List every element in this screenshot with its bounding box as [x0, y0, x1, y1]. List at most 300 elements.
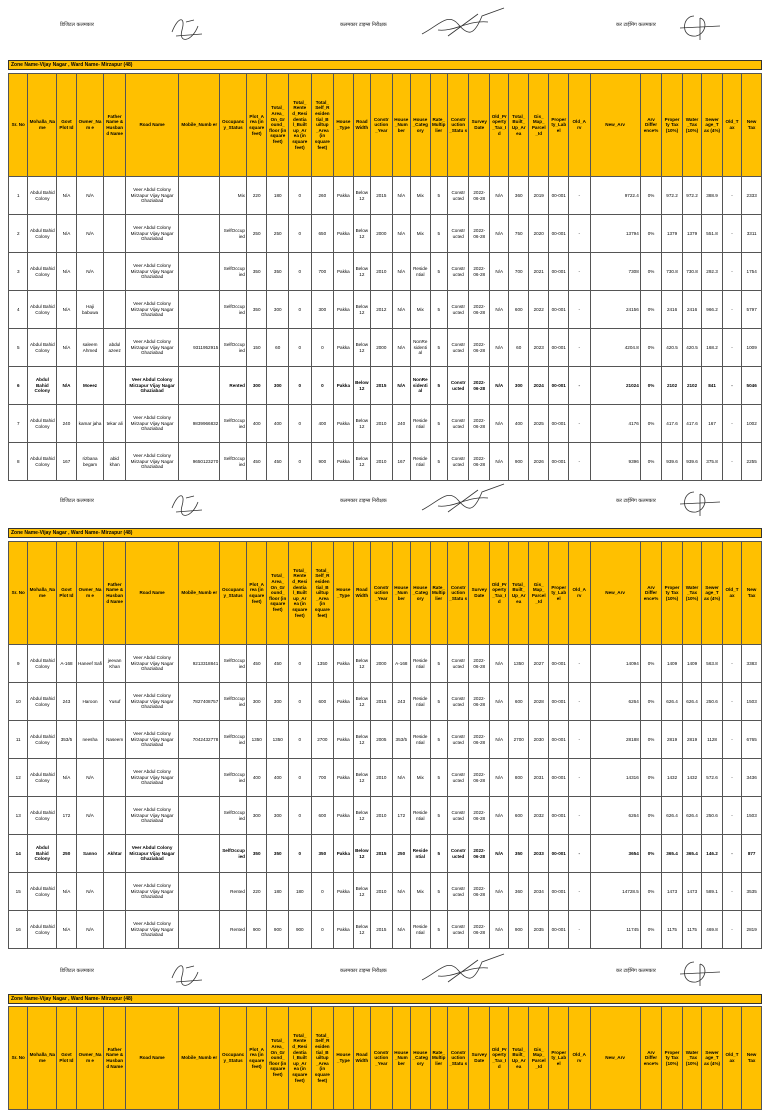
table-cell: 167: [702, 405, 723, 443]
table-cell: 0: [311, 367, 334, 405]
table-cell: 2010: [371, 253, 393, 291]
column-header: Total_ Area_ On_Gr ound_ floor (in square feet): [267, 542, 289, 645]
table-cell: 10: [9, 683, 28, 721]
table-cell: [104, 873, 126, 911]
table-cell: 0: [289, 253, 312, 291]
table-cell: Constr ucted: [447, 215, 469, 253]
table-cell: 750: [509, 215, 528, 253]
table-cell: 6264: [590, 683, 640, 721]
table-cell: 2022-06-28: [469, 291, 490, 329]
table-cell: -: [722, 443, 741, 481]
page-section-2: [0, 468, 768, 938]
table-cell: -: [568, 873, 590, 911]
property-table-2: [8, 541, 762, 949]
table-cell: 1350: [311, 645, 334, 683]
table-cell: 5: [430, 721, 447, 759]
table-cell: N/A: [76, 177, 104, 215]
table-cell: 0%: [640, 405, 662, 443]
table-cell: Below 12: [353, 367, 370, 405]
table-cell: 939.6: [682, 443, 701, 481]
column-header: Owner_Nam e: [76, 542, 104, 645]
table-cell: 9: [9, 645, 28, 683]
column-header: Road Width: [353, 542, 370, 645]
table-cell: 11: [9, 721, 28, 759]
table-cell: 220: [246, 873, 267, 911]
column-header: Proper ty_Lab el: [549, 542, 568, 645]
table-cell: 250.6: [702, 683, 723, 721]
table-cell: N/A: [490, 367, 509, 405]
column-header: Water _Tax (10%): [682, 1007, 701, 1110]
table-cell: 350: [246, 253, 267, 291]
table-cell: Abdul Bahid Colony: [28, 443, 57, 481]
table-cell: Abdul Bahid Colony: [28, 367, 57, 405]
table-cell: N/A: [490, 645, 509, 683]
table-cell: 11745: [590, 911, 640, 949]
table-cell: 2033: [528, 835, 549, 873]
table-cell: 1175: [682, 911, 701, 949]
table-cell: 3: [9, 253, 28, 291]
table-cell: 2333: [742, 177, 762, 215]
table-cell: 180: [267, 873, 289, 911]
table-cell: Below 12: [353, 645, 370, 683]
table-cell: Below 12: [353, 759, 370, 797]
column-header: Water _Tax (10%): [682, 542, 701, 645]
table-cell: 730.8: [662, 253, 683, 291]
table-cell: A-168: [57, 645, 76, 683]
table-cell: 9839966832: [179, 405, 220, 443]
table-cell: [179, 291, 220, 329]
table-cell: Abdul Bahid Colony: [28, 911, 57, 949]
table-cell: Reside ntial: [411, 721, 430, 759]
column-header: House _Categ ory: [411, 74, 430, 177]
column-header: Road Name: [125, 74, 178, 177]
column-header: Mohalla_Na me: [28, 74, 57, 177]
table-cell: Below 12: [353, 215, 370, 253]
table-cell: 877: [742, 835, 762, 873]
column-header: Rate_ Multip lier: [430, 542, 447, 645]
table-cell: 00-001: [549, 721, 568, 759]
table-cell: N/A: [392, 911, 410, 949]
table-cell: 260: [311, 177, 334, 215]
table-cell: Pakka: [334, 443, 353, 481]
table-cell: 2032: [528, 797, 549, 835]
table-cell: Veer Abdul Colony Mirzapur Vijay Nagar Ghaziabad: [125, 253, 178, 291]
column-header: Old_Pr operty _Tax_I d: [490, 542, 509, 645]
table-cell: 900: [246, 911, 267, 949]
table-cell: [179, 215, 220, 253]
column-header: Sewer age_T ax (4%): [702, 74, 723, 177]
table-cell: NonRe sidenti al: [411, 329, 430, 367]
table-cell: Haroon: [76, 683, 104, 721]
table-cell: 3383: [742, 645, 762, 683]
table-cell: 2022-06-28: [469, 911, 490, 949]
table-cell: 417.6: [662, 405, 683, 443]
table-cell: N/A: [76, 253, 104, 291]
table-cell: 220: [246, 177, 267, 215]
table-cell: -: [722, 721, 741, 759]
table-cell: 0: [311, 873, 334, 911]
table-cell: 1379: [682, 215, 701, 253]
table-cell: 250: [392, 835, 410, 873]
table-cell: N/A: [392, 329, 410, 367]
table-cell: 400: [267, 405, 289, 443]
column-header: New_Arv: [590, 1007, 640, 1110]
table-cell: 2015: [371, 367, 393, 405]
table-cell: SelfOccup ied: [220, 443, 247, 481]
table-cell: 60: [267, 329, 289, 367]
table-cell: 2022-06-28: [469, 797, 490, 835]
table-cell: 9650123270: [179, 443, 220, 481]
table-cell: 8: [9, 443, 28, 481]
table-cell: 2255: [742, 443, 762, 481]
column-header: Survey Date: [469, 74, 490, 177]
table-cell: 1503: [742, 797, 762, 835]
column-header: Mohalla_Na me: [28, 1007, 57, 1110]
column-header: Father Name & Husban d Name: [104, 1007, 126, 1110]
table-cell: -: [722, 645, 741, 683]
table-cell: 2034: [528, 873, 549, 911]
table-cell: 243: [392, 683, 410, 721]
table-cell: 0: [289, 177, 312, 215]
table-cell: Rented: [220, 367, 247, 405]
table-cell: N/A: [490, 291, 509, 329]
table-cell: 0%: [640, 683, 662, 721]
column-header: Total_ Area_ On_Gr ound_ floor (in square feet): [267, 74, 289, 177]
column-header: House _Type: [334, 74, 353, 177]
table-cell: 300: [246, 683, 267, 721]
table-cell: 900: [311, 443, 334, 481]
table-cell: 2020: [528, 215, 549, 253]
table-cell: Abdul Bahid Colony: [28, 291, 57, 329]
column-header: Road Width: [353, 74, 370, 177]
table-cell: 9396: [590, 443, 640, 481]
table-cell: 2022: [528, 291, 549, 329]
table-cell: 5046: [742, 367, 762, 405]
table-cell: -: [568, 291, 590, 329]
table-cell: N/A: [490, 443, 509, 481]
table-cell: 400: [246, 405, 267, 443]
table-cell: Abdul Bahid Colony: [28, 253, 57, 291]
table-cell: N/A: [392, 215, 410, 253]
table-cell: Mix: [411, 215, 430, 253]
table-cell: 450: [267, 645, 289, 683]
header-right-label: कर टाईमिंग कलमकार: [616, 968, 656, 974]
table-row: [9, 329, 762, 367]
table-cell: 800: [509, 759, 528, 797]
column-header: Rate_ Multip lier: [430, 1007, 447, 1110]
table-cell: 2019: [528, 177, 549, 215]
column-header: Mobile_Numb er: [179, 74, 220, 177]
table-cell: 2028: [528, 683, 549, 721]
table-cell: 0: [289, 367, 312, 405]
table-cell: 2819: [742, 911, 762, 949]
table-cell: Reside ntial: [411, 443, 430, 481]
table-cell: 2021: [528, 253, 549, 291]
table-cell: 1002: [742, 405, 762, 443]
table-cell: 16: [9, 911, 28, 949]
table-cell: Veer Abdul Colony Mirzapur Vijay Nagar Ghaziabad: [125, 721, 178, 759]
table-cell: 5797: [742, 291, 762, 329]
table-cell: 2022-06-28: [469, 443, 490, 481]
table-cell: 250.6: [702, 797, 723, 835]
table-cell: SelfOccup ied: [220, 291, 247, 329]
table-cell: Constr ucted: [447, 177, 469, 215]
table-cell: SelfOccup ied: [220, 721, 247, 759]
signature-center-icon: [418, 6, 508, 42]
table-cell: 0: [289, 215, 312, 253]
table-cell: 626.4: [682, 797, 701, 835]
table-cell: 167: [392, 443, 410, 481]
table-cell: 2000: [371, 215, 393, 253]
column-header: Mobile_Numb er: [179, 542, 220, 645]
table-cell: N/A: [392, 873, 410, 911]
page-header: [0, 468, 768, 524]
table-cell: Veer Abdul Colony Mirzapur Vijay Nagar Ghaziabad: [125, 911, 178, 949]
table-cell: 0: [289, 835, 312, 873]
table-cell: -: [722, 253, 741, 291]
table-cell: [104, 367, 126, 405]
table-cell: 450: [246, 443, 267, 481]
signature-center-icon: [418, 482, 508, 518]
column-header: House _Num ber: [392, 74, 410, 177]
table-cell: N/A: [490, 215, 509, 253]
table-cell: 14316: [590, 759, 640, 797]
table-cell: 2015: [371, 177, 393, 215]
table-cell: 250: [57, 835, 76, 873]
column-header: Sr. No: [9, 74, 28, 177]
column-header: Rate_ Multip lier: [430, 74, 447, 177]
table-cell: [104, 215, 126, 253]
table-cell: 1432: [662, 759, 683, 797]
column-header: Plot_A rea (in square feet): [246, 542, 267, 645]
table-cell: Yusuf: [104, 683, 126, 721]
table-cell: 0: [311, 911, 334, 949]
header-right-label: कर टाईमिंग कलमकार: [616, 498, 656, 504]
table-cell: 900: [509, 443, 528, 481]
table-cell: 2700: [311, 721, 334, 759]
table-cell: Pakka: [334, 329, 353, 367]
table-cell: 469.8: [702, 911, 723, 949]
table-cell: 5: [430, 797, 447, 835]
table-cell: 300: [267, 291, 289, 329]
table-cell: neesha: [76, 721, 104, 759]
table-cell: Mix: [220, 177, 247, 215]
table-cell: 12: [9, 759, 28, 797]
column-header: Constr uction _Year: [371, 74, 393, 177]
table-cell: SelfOccup ied: [220, 759, 247, 797]
table-cell: 0%: [640, 291, 662, 329]
table-cell: Below 12: [353, 329, 370, 367]
table-cell: 2027: [528, 645, 549, 683]
table-cell: 172: [57, 797, 76, 835]
table-cell: Abdul Bahid Colony: [28, 683, 57, 721]
table-cell: 2010: [371, 873, 393, 911]
column-header: Total_ Area_ On_Gr ound_ floor (in square feet): [267, 1007, 289, 1110]
table-cell: SelfOccup ied: [220, 683, 247, 721]
table-cell: 2015: [371, 835, 393, 873]
table-cell: 00-001: [549, 443, 568, 481]
table-cell: 2022-06-28: [469, 405, 490, 443]
table-cell: 1350: [267, 721, 289, 759]
table-cell: 7: [9, 405, 28, 443]
column-header: Constr uction _Year: [371, 1007, 393, 1110]
table-cell: Moeez: [76, 367, 104, 405]
table-cell: Constr ucted: [447, 291, 469, 329]
table-cell: 600: [509, 683, 528, 721]
table-cell: 400: [509, 405, 528, 443]
column-header: House _Num ber: [392, 542, 410, 645]
table-cell: 9213318841: [179, 645, 220, 683]
table-cell: Abdul Bahid Colony: [28, 215, 57, 253]
table-cell: 3654: [590, 835, 640, 873]
table-cell: 2416: [682, 291, 701, 329]
table-cell: 2022-06-28: [469, 759, 490, 797]
signature-center-icon: [418, 952, 508, 988]
table-cell: -: [722, 835, 741, 873]
table-cell: Veer Abdul Colony Mirzapur Vijay Nagar Ghaziabad: [125, 329, 178, 367]
column-header: Old_Pr operty _Tax_I d: [490, 1007, 509, 1110]
table-cell: 4176: [590, 405, 640, 443]
table-cell: 300: [311, 291, 334, 329]
table-cell: -: [722, 683, 741, 721]
table-cell: 0%: [640, 253, 662, 291]
table-cell: 5: [430, 253, 447, 291]
table-cell: NonRe sidenti al: [411, 367, 430, 405]
table-cell: [179, 797, 220, 835]
table-cell: 900: [509, 911, 528, 949]
table-cell: 900: [289, 911, 312, 949]
zone-title: Zone Name-Vijay Nagar , Ward Name- Mirzapur (48): [8, 994, 762, 1004]
table-cell: jeevan Khan: [104, 645, 126, 683]
table-cell: 700: [311, 759, 334, 797]
table-cell: 00-001: [549, 405, 568, 443]
table-cell: 00-001: [549, 215, 568, 253]
table-cell: 450: [267, 443, 289, 481]
table-cell: A-168: [392, 645, 410, 683]
column-header: Occupanc y_Status: [220, 542, 247, 645]
table-cell: N/A: [57, 759, 76, 797]
table-cell: 0: [311, 329, 334, 367]
table-cell: Rented: [220, 911, 247, 949]
table-cell: Reside ntial: [411, 835, 430, 873]
table-cell: Below 12: [353, 253, 370, 291]
table-cell: 180: [267, 177, 289, 215]
table-header-row: [9, 1007, 762, 1110]
table-cell: N/A: [57, 215, 76, 253]
table-cell: SelfOccup ied: [220, 645, 247, 683]
table-cell: 700: [311, 253, 334, 291]
table-cell: 350: [267, 253, 289, 291]
table-cell: 2000: [371, 329, 393, 367]
table-cell: 350: [311, 835, 334, 873]
table-cell: 250: [267, 215, 289, 253]
column-header: Constr uction _Statu s: [447, 1007, 469, 1110]
table-cell: Constr ucted: [447, 835, 469, 873]
column-header: Constr uction _Year: [371, 542, 393, 645]
table-row: [9, 835, 762, 873]
table-cell: N/A: [76, 911, 104, 949]
signature-left-icon: [168, 958, 208, 990]
table-cell: -: [568, 367, 590, 405]
table-cell: 292.3: [702, 253, 723, 291]
table-cell: -: [568, 645, 590, 683]
table-cell: [179, 177, 220, 215]
table-cell: Haneef Safi: [76, 645, 104, 683]
table-cell: Veer Abdul Colony Mirzapur Vijay Nagar Ghaziabad: [125, 291, 178, 329]
table-cell: 00-001: [549, 177, 568, 215]
table-cell: 1350: [246, 721, 267, 759]
table-cell: N/A: [76, 759, 104, 797]
table-cell: 0: [289, 443, 312, 481]
table-cell: Below 12: [353, 721, 370, 759]
table-cell: 400: [267, 759, 289, 797]
table-cell: N/A: [490, 683, 509, 721]
table-cell: N/A: [76, 873, 104, 911]
column-header: Occupanc y_Status: [220, 74, 247, 177]
table-cell: 2000: [371, 645, 393, 683]
table-cell: 0%: [640, 177, 662, 215]
table-cell: 730.8: [682, 253, 701, 291]
table-cell: 9311952915: [179, 329, 220, 367]
table-cell: 6765: [742, 721, 762, 759]
table-cell: N/A: [57, 253, 76, 291]
table-cell: -: [722, 291, 741, 329]
table-cell: 3311: [742, 215, 762, 253]
header-center-label: कलमकार टाइम्स निरीक्षक: [340, 22, 387, 28]
table-cell: 0%: [640, 645, 662, 683]
table-cell: 2819: [662, 721, 683, 759]
column-header: Plot_A rea (in square feet): [246, 74, 267, 177]
column-header: Constr uction _Statu s: [447, 542, 469, 645]
table-cell: abdul azeez: [104, 329, 126, 367]
signature-left-icon: [168, 488, 208, 520]
table-row: [9, 367, 762, 405]
page-header: [0, 936, 768, 992]
column-header: New Tax: [742, 1007, 762, 1110]
table-row: [9, 873, 762, 911]
table-cell: 300: [267, 683, 289, 721]
table-row: [9, 177, 762, 215]
column-header: Road Width: [353, 1007, 370, 1110]
column-header: Water _Tax (10%): [682, 74, 701, 177]
column-header: Total_ Self_R esiden tial_B uiltup _Area (in square feet): [311, 74, 334, 177]
table-cell: N/A: [490, 911, 509, 949]
table-cell: 350: [267, 835, 289, 873]
table-cell: Sanno: [76, 835, 104, 873]
table-cell: 0: [289, 329, 312, 367]
table-cell: 563.8: [702, 645, 723, 683]
table-cell: 1409: [662, 645, 683, 683]
table-cell: 350: [246, 835, 267, 873]
table-cell: 150: [246, 329, 267, 367]
table-cell: Below 12: [353, 405, 370, 443]
column-header: Mohalla_Na me: [28, 542, 57, 645]
table-cell: Abdul Bahid Colony: [28, 645, 57, 683]
table-cell: N/A: [57, 291, 76, 329]
table-cell: 2: [9, 215, 28, 253]
table-cell: 5: [430, 291, 447, 329]
table-cell: 5: [430, 873, 447, 911]
table-cell: SelfOccup ied: [220, 797, 247, 835]
header-left-label: डिजिटल कलमकार: [60, 498, 94, 504]
table-cell: Rented: [220, 873, 247, 911]
table-cell: Constr ucted: [447, 443, 469, 481]
table-cell: Reside ntial: [411, 683, 430, 721]
table-cell: Pakka: [334, 291, 353, 329]
header-center-label: कलमकार टाइम्स निरीक्षक: [340, 968, 387, 974]
table-cell: 2010: [371, 797, 393, 835]
table-cell: [104, 291, 126, 329]
